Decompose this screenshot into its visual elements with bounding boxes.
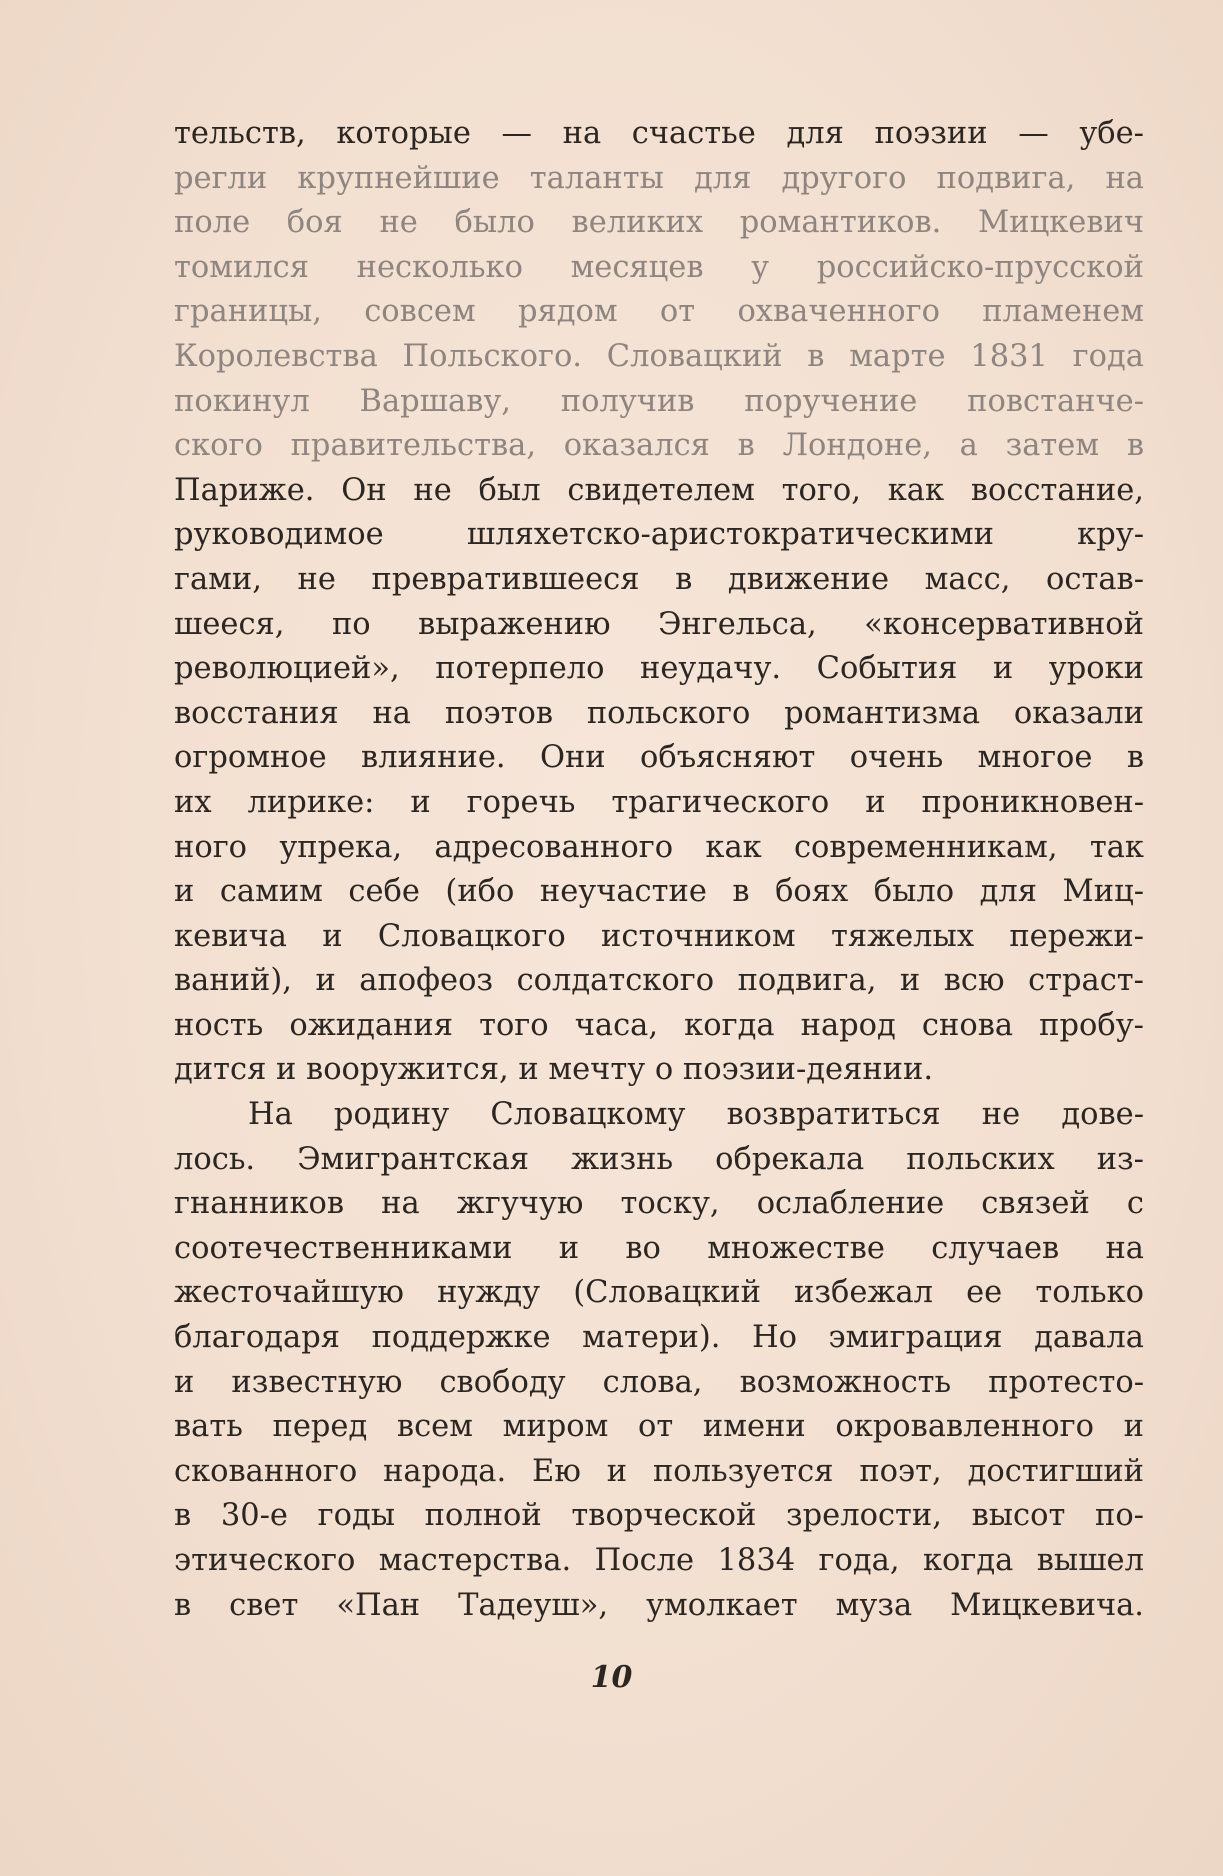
text-line: томился несколько месяцев у российско-прусской — [174, 249, 1144, 285]
text-line: соотечественниками и во множестве случаев на — [174, 1230, 1144, 1266]
text-line: кевича и Словацкого источником тяжелых пережи- — [174, 918, 1144, 954]
paragraph-2 — [174, 1093, 1144, 1628]
text-line: шееся, по выражению Энгельса, «консервативной — [174, 606, 1144, 642]
body-text — [174, 112, 1144, 1628]
text-line: их лирике: и горечь трагического и проникновен- — [174, 784, 1144, 820]
text-line: и известную свободу слова, возможность протесто- — [174, 1364, 1144, 1400]
text-line: лось. Эмигрантская жизнь обрекала польских из- — [174, 1141, 1144, 1177]
text-line: дится и вооружится, и мечту о поэзии-деянии. — [174, 1052, 934, 1088]
text-line: руководимое шляхетско-аристократическими кру- — [174, 517, 1144, 553]
text-line: поле боя не было великих романтиков. Мицкевич — [174, 205, 1144, 241]
text-line: жесточайшую нужду (Словацкий избежал ее только — [174, 1275, 1144, 1311]
text-line: ность ожидания того часа, когда народ снова пробу- — [174, 1007, 1144, 1043]
text-line: покинул Варшаву, получив поручение повстанче- — [174, 383, 1144, 419]
text-line: революцией», потерпело неудачу. События и уроки — [174, 651, 1144, 687]
text-line: На родину Словацкому возвратиться не дове- — [248, 1097, 1144, 1133]
text-line: регли крупнейшие таланты для другого подвига, на — [174, 160, 1144, 196]
paragraph-1 — [174, 112, 1144, 1093]
text-line: границы, совсем рядом от охваченного пламенем — [174, 294, 1144, 330]
text-line: гами, не превратившееся в движение масс, остав- — [174, 561, 1144, 597]
text-line: в 30-е годы полной творческой зрелости, высот по- — [174, 1498, 1144, 1534]
text-line: огромное влияние. Они объясняют очень многое в — [174, 740, 1144, 776]
text-line: гнанников на жгучую тоску, ослабление связей с — [174, 1186, 1144, 1222]
text-line: ного упрека, адресованного как современникам, так — [174, 829, 1144, 865]
text-line: скованного народа. Ею и пользуется поэт, достигший — [174, 1453, 1144, 1489]
text-line: тельств, которые — на счастье для поэзии — убе- — [174, 116, 1144, 151]
text-line: благодаря поддержке матери). Но эмиграция давала — [174, 1320, 1144, 1356]
text-line: ваний), и апофеоз солдатского подвига, и всю страст- — [174, 963, 1144, 999]
text-line: и самим себе (ибо неучастие в боях было для Миц- — [174, 874, 1144, 910]
text-line: восстания на поэтов польского романтизма оказали — [174, 695, 1144, 731]
text-line: Королевства Польского. Словацкий в марте 1831 года — [174, 338, 1144, 374]
text-line: в свет «Пан Тадеуш», умолкает муза Мицкевича. — [174, 1587, 1144, 1623]
text-line: Париже. Он не был свидетелем того, как восстание, — [174, 472, 1144, 508]
text-line: ского правительства, оказался в Лондоне, а затем в — [174, 428, 1144, 464]
page-number: 10 — [590, 1660, 633, 1695]
text-line: вать перед всем миром от имени окровавленного и — [174, 1409, 1144, 1445]
text-line: этического мастерства. После 1834 года, когда вышел — [174, 1543, 1144, 1578]
